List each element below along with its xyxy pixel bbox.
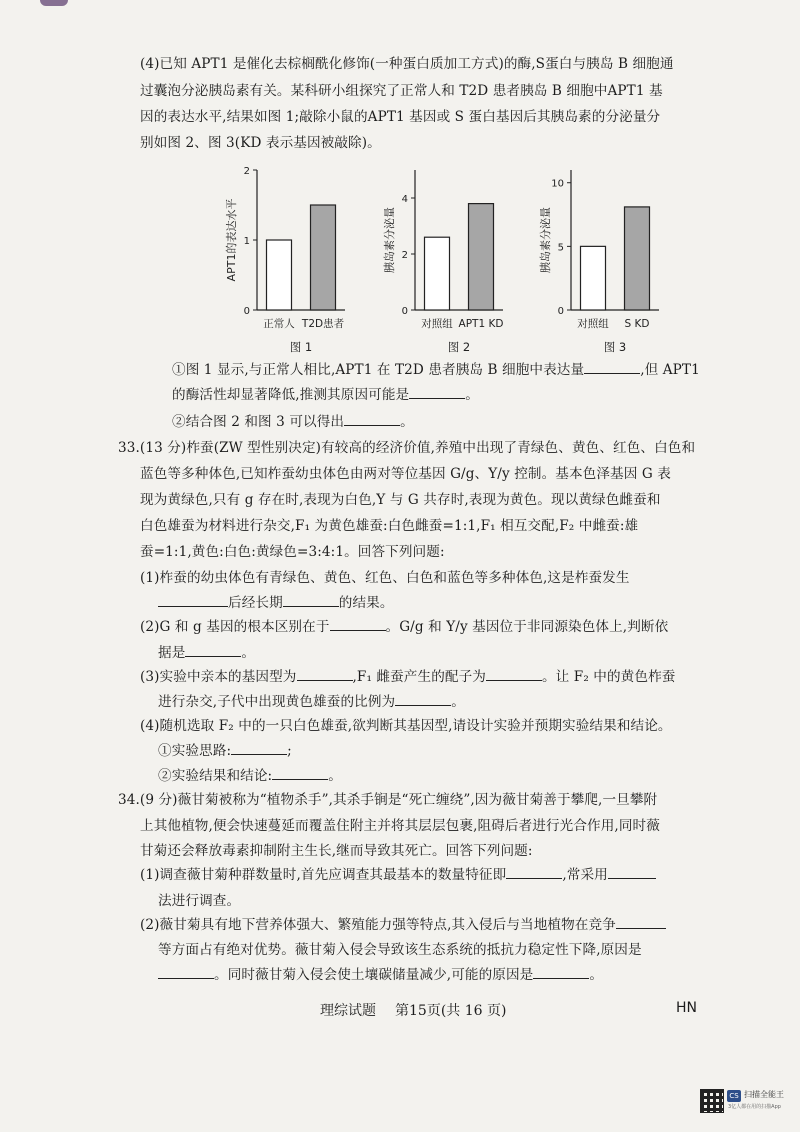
y-tick-label: 2 <box>401 250 408 261</box>
answer-blank[interactable] <box>330 616 386 631</box>
y-tick-label: 10 <box>551 178 564 190</box>
camscanner-logo: CS <box>727 1090 741 1102</box>
q32-4-sub1-text-a: ①图 1 显示,与正常人相比,APT1 在 T2D 患者胰岛 B 细胞中表达量 <box>172 362 585 378</box>
bar-2 <box>625 207 650 310</box>
y-tick-label: 0 <box>243 306 250 317</box>
q33-sub3-text-a: (3)实验中亲本的基因型为 <box>140 669 297 685</box>
y-tick-label: 4 <box>401 194 408 205</box>
y-tick-label: 2 <box>243 166 250 177</box>
q32-4-line3: 因的表达水平,结果如图 1;敲除小鼠的APT1 基因或 S 蛋白基因后其胰岛素的分泌量分 <box>140 109 661 125</box>
q34-sub1-text-b: ,常采用 <box>562 867 608 883</box>
q32-4-sub1-text-c: 的酶活性却显著降低,推测其原因可能是 <box>172 387 410 403</box>
bar-2 <box>311 205 336 310</box>
footer-page-number: 第15页(共 16 页) <box>395 1003 507 1019</box>
q33-sub3-line2 <box>158 689 465 716</box>
answer-blank[interactable] <box>506 864 562 879</box>
q32-4-sub2-text-a: ②结合图 2 和图 3 可以得出 <box>172 414 345 430</box>
q33-sub2-text-c: 据是 <box>158 645 186 661</box>
figure-3-chart <box>519 158 669 358</box>
q33-sub3-text-b: ,F₁ 雌蚕产生的配子为 <box>352 669 486 685</box>
q32-4-line1: (4)已知 APT1 是催化去棕榈酰化修饰(一种蛋白质加工方式)的酶,S蛋白与胰岛 B 细胞通 <box>140 56 674 72</box>
y-tick-label: 0 <box>401 306 408 317</box>
q33-sub2-text-b: 。G/g 和 Y/y 基因位于非同源染色体上,判断依 <box>385 619 669 635</box>
answer-blank[interactable] <box>297 666 353 681</box>
q33-line4: 白色雄蚕为材料进行杂交,F₁ 为黄色雄蚕:白色雌蚕=1:1,F₁ 相互交配,F₂ 中雌蚕:雄 <box>140 518 639 534</box>
q34-sub1-line2: 法进行调查。 <box>158 893 241 909</box>
q33-line1: 33.(13 分)柞蚕(ZW 型性别决定)有较高的经济价值,养殖中出现了青绿色、黄色、红色、白色和 <box>118 440 696 456</box>
answer-blank[interactable] <box>272 765 328 780</box>
bar-2 <box>469 204 494 310</box>
q33-sub4-idea-end: ; <box>287 743 292 759</box>
q33-sub1-line2 <box>158 590 394 617</box>
y-tick-label: 0 <box>557 306 564 317</box>
x-category-label: 对照组 <box>421 318 453 330</box>
q32-4-sub1-text-b: ,但 APT1 <box>640 362 700 378</box>
q32-4-sub2-text-b: 。 <box>400 414 414 430</box>
figure-caption: 图 3 <box>603 340 627 354</box>
answer-blank[interactable] <box>185 642 241 657</box>
camscanner-name: 扫描全能王 <box>744 1090 784 1099</box>
camscanner-watermark <box>700 1089 786 1113</box>
answer-blank[interactable] <box>608 864 656 879</box>
answer-blank[interactable] <box>533 964 589 979</box>
q32-4-sub1-line1 <box>172 357 700 384</box>
q33-sub3-text-c: 。让 F₂ 中的黄色柞蚕 <box>541 669 676 685</box>
q34-line2: 上其他植物,便会快速蔓延而覆盖住附主并将其层层包裹,阻碍后者进行光合作用,同时薇 <box>140 818 660 834</box>
q32-4-line4: 别如图 2、图 3(KD 表示基因被敲除)。 <box>140 135 381 151</box>
q33-sub4-idea-text: ①实验思路: <box>158 743 232 759</box>
bar-1 <box>581 246 606 310</box>
answer-blank[interactable] <box>283 592 339 607</box>
q33-sub3-text-e: 。 <box>451 694 465 710</box>
y-tick-label: 5 <box>557 242 564 254</box>
answer-blank[interactable] <box>158 964 214 979</box>
q33-sub4-idea <box>158 738 292 765</box>
q33-sub1-line1: (1)柞蚕的幼虫体色有青绿色、黄色、红色、白色和蓝色等多种体色,这是柞蚕发生 <box>140 570 630 586</box>
figure-caption: 图 2 <box>447 340 471 354</box>
x-category-label: 正常人 <box>263 318 295 330</box>
q33-sub3-text-d: 进行杂交,子代中出现黄色雄蚕的比例为 <box>158 694 396 710</box>
figure-1-chart <box>205 158 355 358</box>
q33-sub4-result-text: ②实验结果和结论: <box>158 768 273 784</box>
q33-sub2-line2 <box>158 640 255 667</box>
q33-sub4-result <box>158 763 342 790</box>
q33-sub4: (4)随机选取 F₂ 中的一只白色雄蚕,欲判断其基因型,请设计实验并预期实验结果和结论。 <box>140 718 672 734</box>
figures-row <box>205 158 675 358</box>
q34-line1: 34.(9 分)薇甘菊被称为“植物杀手”,其杀手锏是“死亡缠绕”,因为薇甘菊善于攀爬,一旦攀附 <box>118 792 658 808</box>
q32-4-sub1-text-d: 。 <box>465 387 479 403</box>
q34-sub1-line1 <box>140 862 656 889</box>
figure-caption: 图 1 <box>289 340 313 354</box>
y-tick-label: 1 <box>243 236 250 247</box>
y-axis-label: 胰岛素分泌量 <box>539 207 552 273</box>
q32-4-sub2 <box>172 409 414 436</box>
q33-line3: 现为黄绿色,只有 g 存在时,表现为白色,Y 与 G 共存时,表现为黄色。现以黄绿色雌蚕和 <box>140 492 661 508</box>
q33-sub1-text-c: 的结果。 <box>338 595 394 611</box>
q33-sub1-text-b: 后经长期 <box>228 595 283 611</box>
x-category-label: T2D患者 <box>301 318 345 330</box>
qr-code-icon <box>700 1089 724 1113</box>
q32-4-sub1-line2 <box>172 382 479 409</box>
q33-sub2-text-a: (2)G 和 g 基因的根本区别在于 <box>140 619 330 635</box>
answer-blank[interactable] <box>486 666 542 681</box>
q33-line5: 蚕=1:1,黄色:白色:黄绿色=3:4:1。回答下列问题: <box>140 544 445 560</box>
q34-sub2-text-c: 。同时薇甘菊入侵会使土壤碳储量减少,可能的原因是 <box>214 967 534 983</box>
q34-line3: 甘菊还会释放毒素抑制附主生长,继而导致其死亡。回答下列问题: <box>140 843 533 859</box>
footer-subject: 理综试题 <box>320 1003 376 1019</box>
x-category-label: 对照组 <box>577 318 609 330</box>
answer-blank[interactable] <box>231 740 287 755</box>
answer-blank[interactable] <box>409 384 465 399</box>
x-category-label: APT1 KD <box>458 318 504 330</box>
q33-sub3-line1 <box>140 664 675 691</box>
answer-blank[interactable] <box>584 359 640 374</box>
q33-sub2-line1 <box>140 614 668 641</box>
q32-4-line2: 过囊泡分泌胰岛素有关。某科研小组探究了正常人和 T2D 患者胰岛 B 细胞中APT1 基 <box>140 83 663 99</box>
q34-sub2-line1 <box>140 912 666 939</box>
y-axis-label: APT1的表达水平 <box>225 198 238 282</box>
camscanner-tagline: 3亿人都在用的扫描App <box>728 1104 781 1110</box>
q33-sub4-result-end: 。 <box>328 768 342 784</box>
q34-sub2-line2: 等方面占有绝对优势。薇甘菊入侵会导致该生态系统的抵抗力稳定性下降,原因是 <box>158 942 642 958</box>
q34-sub1-text-a: (1)调查薇甘菊种群数量时,首先应调查其最基本的数量特征即 <box>140 867 507 883</box>
q33-sub2-text-d: 。 <box>241 645 256 661</box>
answer-blank[interactable] <box>395 691 451 706</box>
answer-blank[interactable] <box>344 411 400 426</box>
answer-blank[interactable] <box>158 592 228 607</box>
x-category-label: S KD <box>624 318 650 330</box>
answer-blank[interactable] <box>616 914 666 929</box>
scan-corner-mark <box>40 0 68 6</box>
y-axis-label: 胰岛素分泌量 <box>383 207 396 273</box>
bar-1 <box>267 240 292 310</box>
bar-1 <box>425 237 450 310</box>
q34-sub2-line3 <box>158 962 603 989</box>
footer-region-code: HN <box>676 1000 697 1016</box>
q34-sub2-text-d: 。 <box>589 967 604 983</box>
figure-2-chart <box>363 158 513 358</box>
q34-sub2-text-a: (2)薇甘菊具有地下营养体强大、繁殖能力强等特点,其入侵后与当地植物在竞争 <box>140 917 616 933</box>
q33-line2: 蓝色等多种体色,已知柞蚕幼虫体色由两对等位基因 G/g、Y/y 控制。基本色泽基因 G 表 <box>140 466 671 482</box>
